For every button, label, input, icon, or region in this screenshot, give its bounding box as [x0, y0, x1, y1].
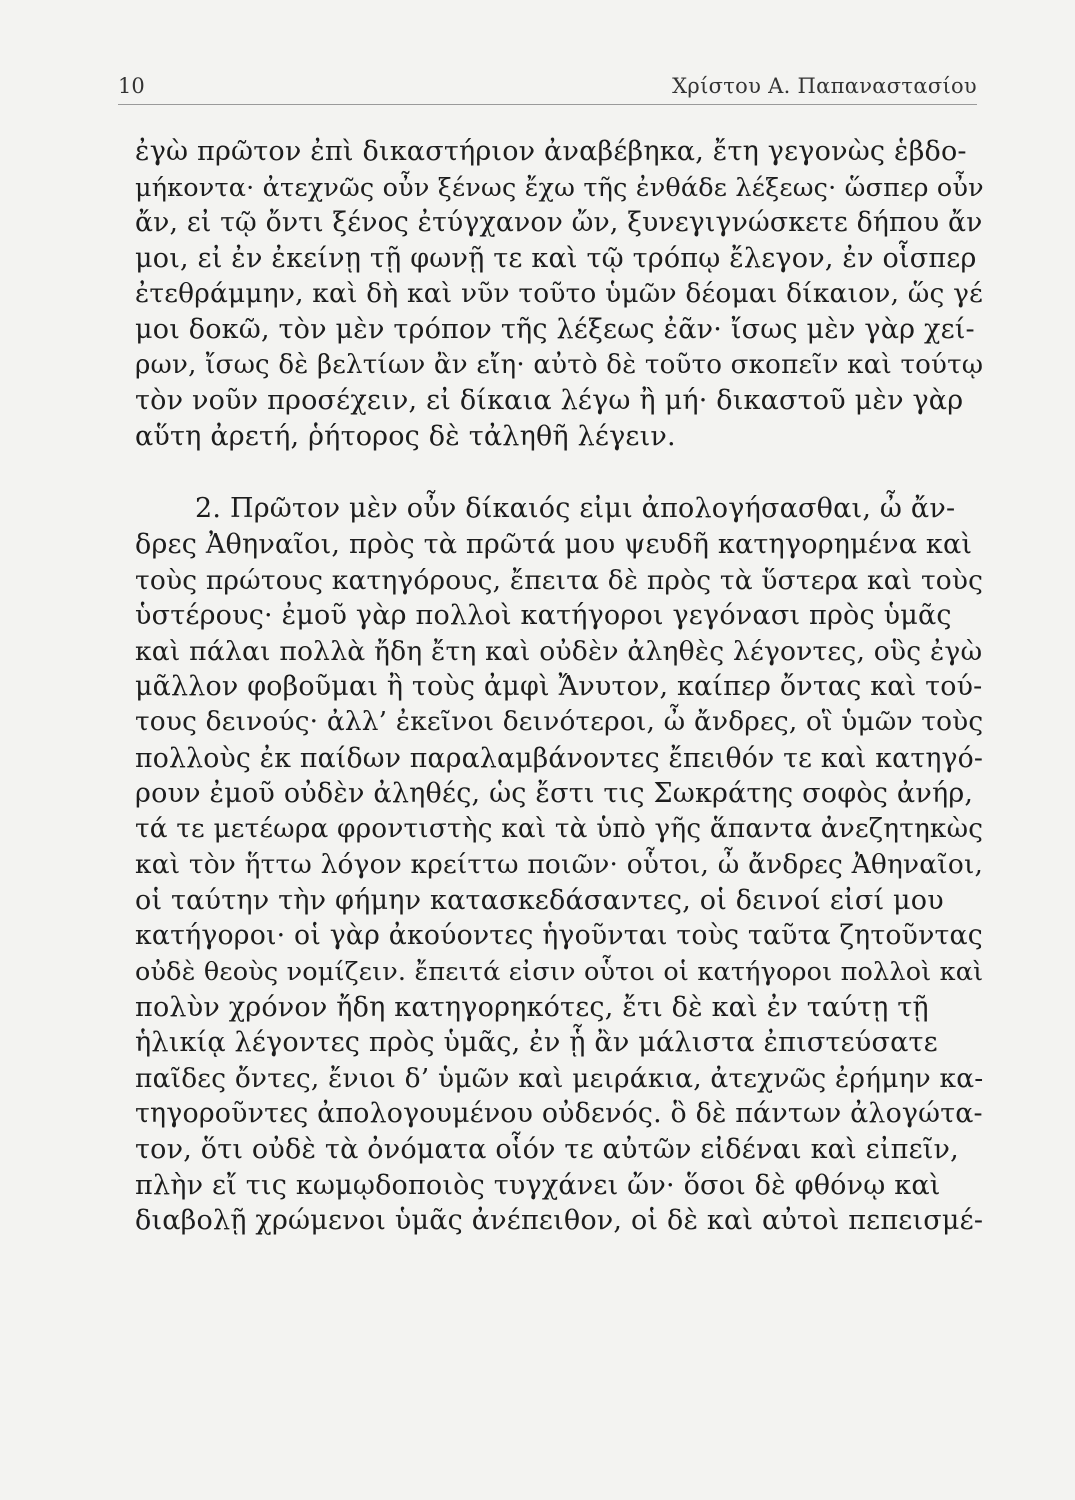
text-line: μοι δοκῶ, τὸν μὲν τρόπον τῆς λέξεως ἐᾶν· ἴσως μὲν γὰρ χεί-	[135, 313, 975, 345]
paragraph-2	[135, 491, 983, 1238]
header-rule	[118, 104, 977, 105]
paragraph-1	[135, 134, 983, 454]
text-line: πολὺν χρόνον ἤδη κατηγορηκότες, ἔτι δὲ καὶ ἐν ταύτῃ τῇ	[135, 991, 929, 1023]
page-number: 10	[118, 74, 145, 98]
text-line: 2. Πρῶτον μὲν οὖν δίκαιός εἰμι ἀπολογήσασθαι, ὦ ἄν-	[195, 493, 956, 525]
text-line: μήκοντα· ἀτεχνῶς οὖν ξένως ἔχω τῆς ἐνθάδε λέξεως· ὥσπερ οὖν	[135, 171, 984, 202]
text-line: οἱ ταύτην τὴν φήμην κατασκεδάσαντες, οἱ δεινοί εἰσί μου	[135, 884, 944, 916]
text-line: παῖδες ὄντες, ἔνιοι δ’ ὑμῶν καὶ μειράκια, ἀτεχνῶς ἐρήμην κα-	[135, 1062, 984, 1094]
text-line: αὕτη ἀρετή, ῥήτορος δὲ τἀληθῆ λέγειν.	[135, 420, 676, 452]
text-line: δρες Ἀθηναῖοι, πρὸς τὰ πρῶτά μου ψευδῆ κατηγορημένα καὶ	[135, 528, 973, 560]
text-line: ἄν, εἰ τῷ ὄντι ξένος ἐτύγχανον ὤν, ξυνεγιγνώσκετε δήπου ἄν	[135, 207, 983, 239]
text-line: τοὺς πρώτους κατηγόρους, ἔπειτα δὲ πρὸς τὰ ὕστερα καὶ τοὺς	[135, 564, 984, 596]
text-line: τους δεινούς· ἀλλ’ ἐκεῖνοι δεινότεροι, ὦ ἄνδρες, οἳ ὑμῶν τοὺς	[135, 706, 984, 737]
text-body	[135, 134, 983, 1239]
text-line: ὑστέρους· ἐμοῦ γὰρ πολλοὶ κατήγοροι γεγόνασι πρὸς ὑμᾶς	[135, 600, 952, 632]
text-line: μᾶλλον φοβοῦμαι ἢ τοὺς ἀμφὶ Ἄνυτον, καίπερ ὄντας καὶ τού-	[135, 671, 983, 703]
text-line: τὸν νοῦν προσέχειν, εἰ δίκαια λέγω ἢ μή· δικαστοῦ μὲν γὰρ	[135, 385, 964, 417]
text-line: ρων, ἴσως δὲ βελτίων ἂν εἴη· αὐτὸ δὲ τοῦτο σκοπεῖν καὶ τούτῳ	[135, 349, 984, 380]
text-line: τά τε μετέωρα φροντιστὴς καὶ τὰ ὑπὸ γῆς ἅπαντα ἀνεζητηκὼς	[135, 813, 984, 844]
text-line: τον, ὅτι οὐδὲ τὰ ὀνόματα οἷόν τε αὐτῶν εἰδέναι καὶ εἰπεῖν,	[135, 1134, 959, 1166]
text-line: ρουν ἐμοῦ οὐδὲν ἀληθές, ὡς ἔστι τις Σωκράτης σοφὸς ἀνήρ,	[135, 778, 974, 810]
text-line: ἐτεθράμμην, καὶ δὴ καὶ νῦν τοῦτο ὑμῶν δέομαι δίκαιον, ὥς γέ	[135, 278, 984, 310]
text-line: ἐγὼ πρῶτον ἐπὶ δικαστήριον ἀναβέβηκα, ἔτη γεγονὼς ἑβδο-	[135, 136, 967, 167]
text-line: μοι, εἰ ἐν ἐκείνῃ τῇ φωνῇ τε καὶ τῷ τρόπῳ ἔλεγον, ἐν οἷσπερ	[135, 242, 977, 274]
text-line: ἡλικίᾳ λέγοντες πρὸς ὑμᾶς, ἐν ᾗ ἂν μάλιστα ἐπιστεύσατε	[135, 1027, 938, 1059]
text-line: καὶ πάλαι πολλὰ ἤδη ἔτη καὶ οὐδὲν ἀληθὲς λέγοντες, οὓς ἐγὼ	[135, 635, 983, 667]
paragraph-gap	[135, 454, 983, 491]
text-line: οὐδὲ θεοὺς νομίζειν. ἔπειτά εἰσιν οὗτοι οἱ κατήγοροι πολλοὶ καὶ	[135, 956, 984, 987]
text-line: διαβολῇ χρώμενοι ὑμᾶς ἀνέπειθον, οἱ δὲ καὶ αὐτοὶ πεπεισμέ-	[135, 1205, 984, 1237]
text-line: κατήγοροι· οἱ γὰρ ἀκούοντες ἡγοῦνται τοὺς ταῦτα ζητοῦντας	[135, 920, 983, 952]
text-line: πολλοὺς ἐκ παίδων παραλαμβάνοντες ἔπειθόν τε καὶ κατηγό-	[135, 742, 984, 774]
page-header	[118, 74, 977, 100]
text-line: τηγοροῦντες ἀπολογουμένου οὐδενός. ὃ δὲ πάντων ἀλογώτα-	[135, 1098, 983, 1130]
running-head: Χρίστου Α. Παπαναστασίου	[672, 74, 977, 98]
text-line: πλὴν εἴ τις κωμῳδοποιὸς τυγχάνει ὤν· ὅσοι δὲ φθόνῳ καὶ	[135, 1169, 941, 1201]
text-line: καὶ τὸν ἥττω λόγον κρείττω ποιῶν· οὗτοι, ὦ ἄνδρες Ἀθηναῖοι,	[135, 849, 984, 881]
